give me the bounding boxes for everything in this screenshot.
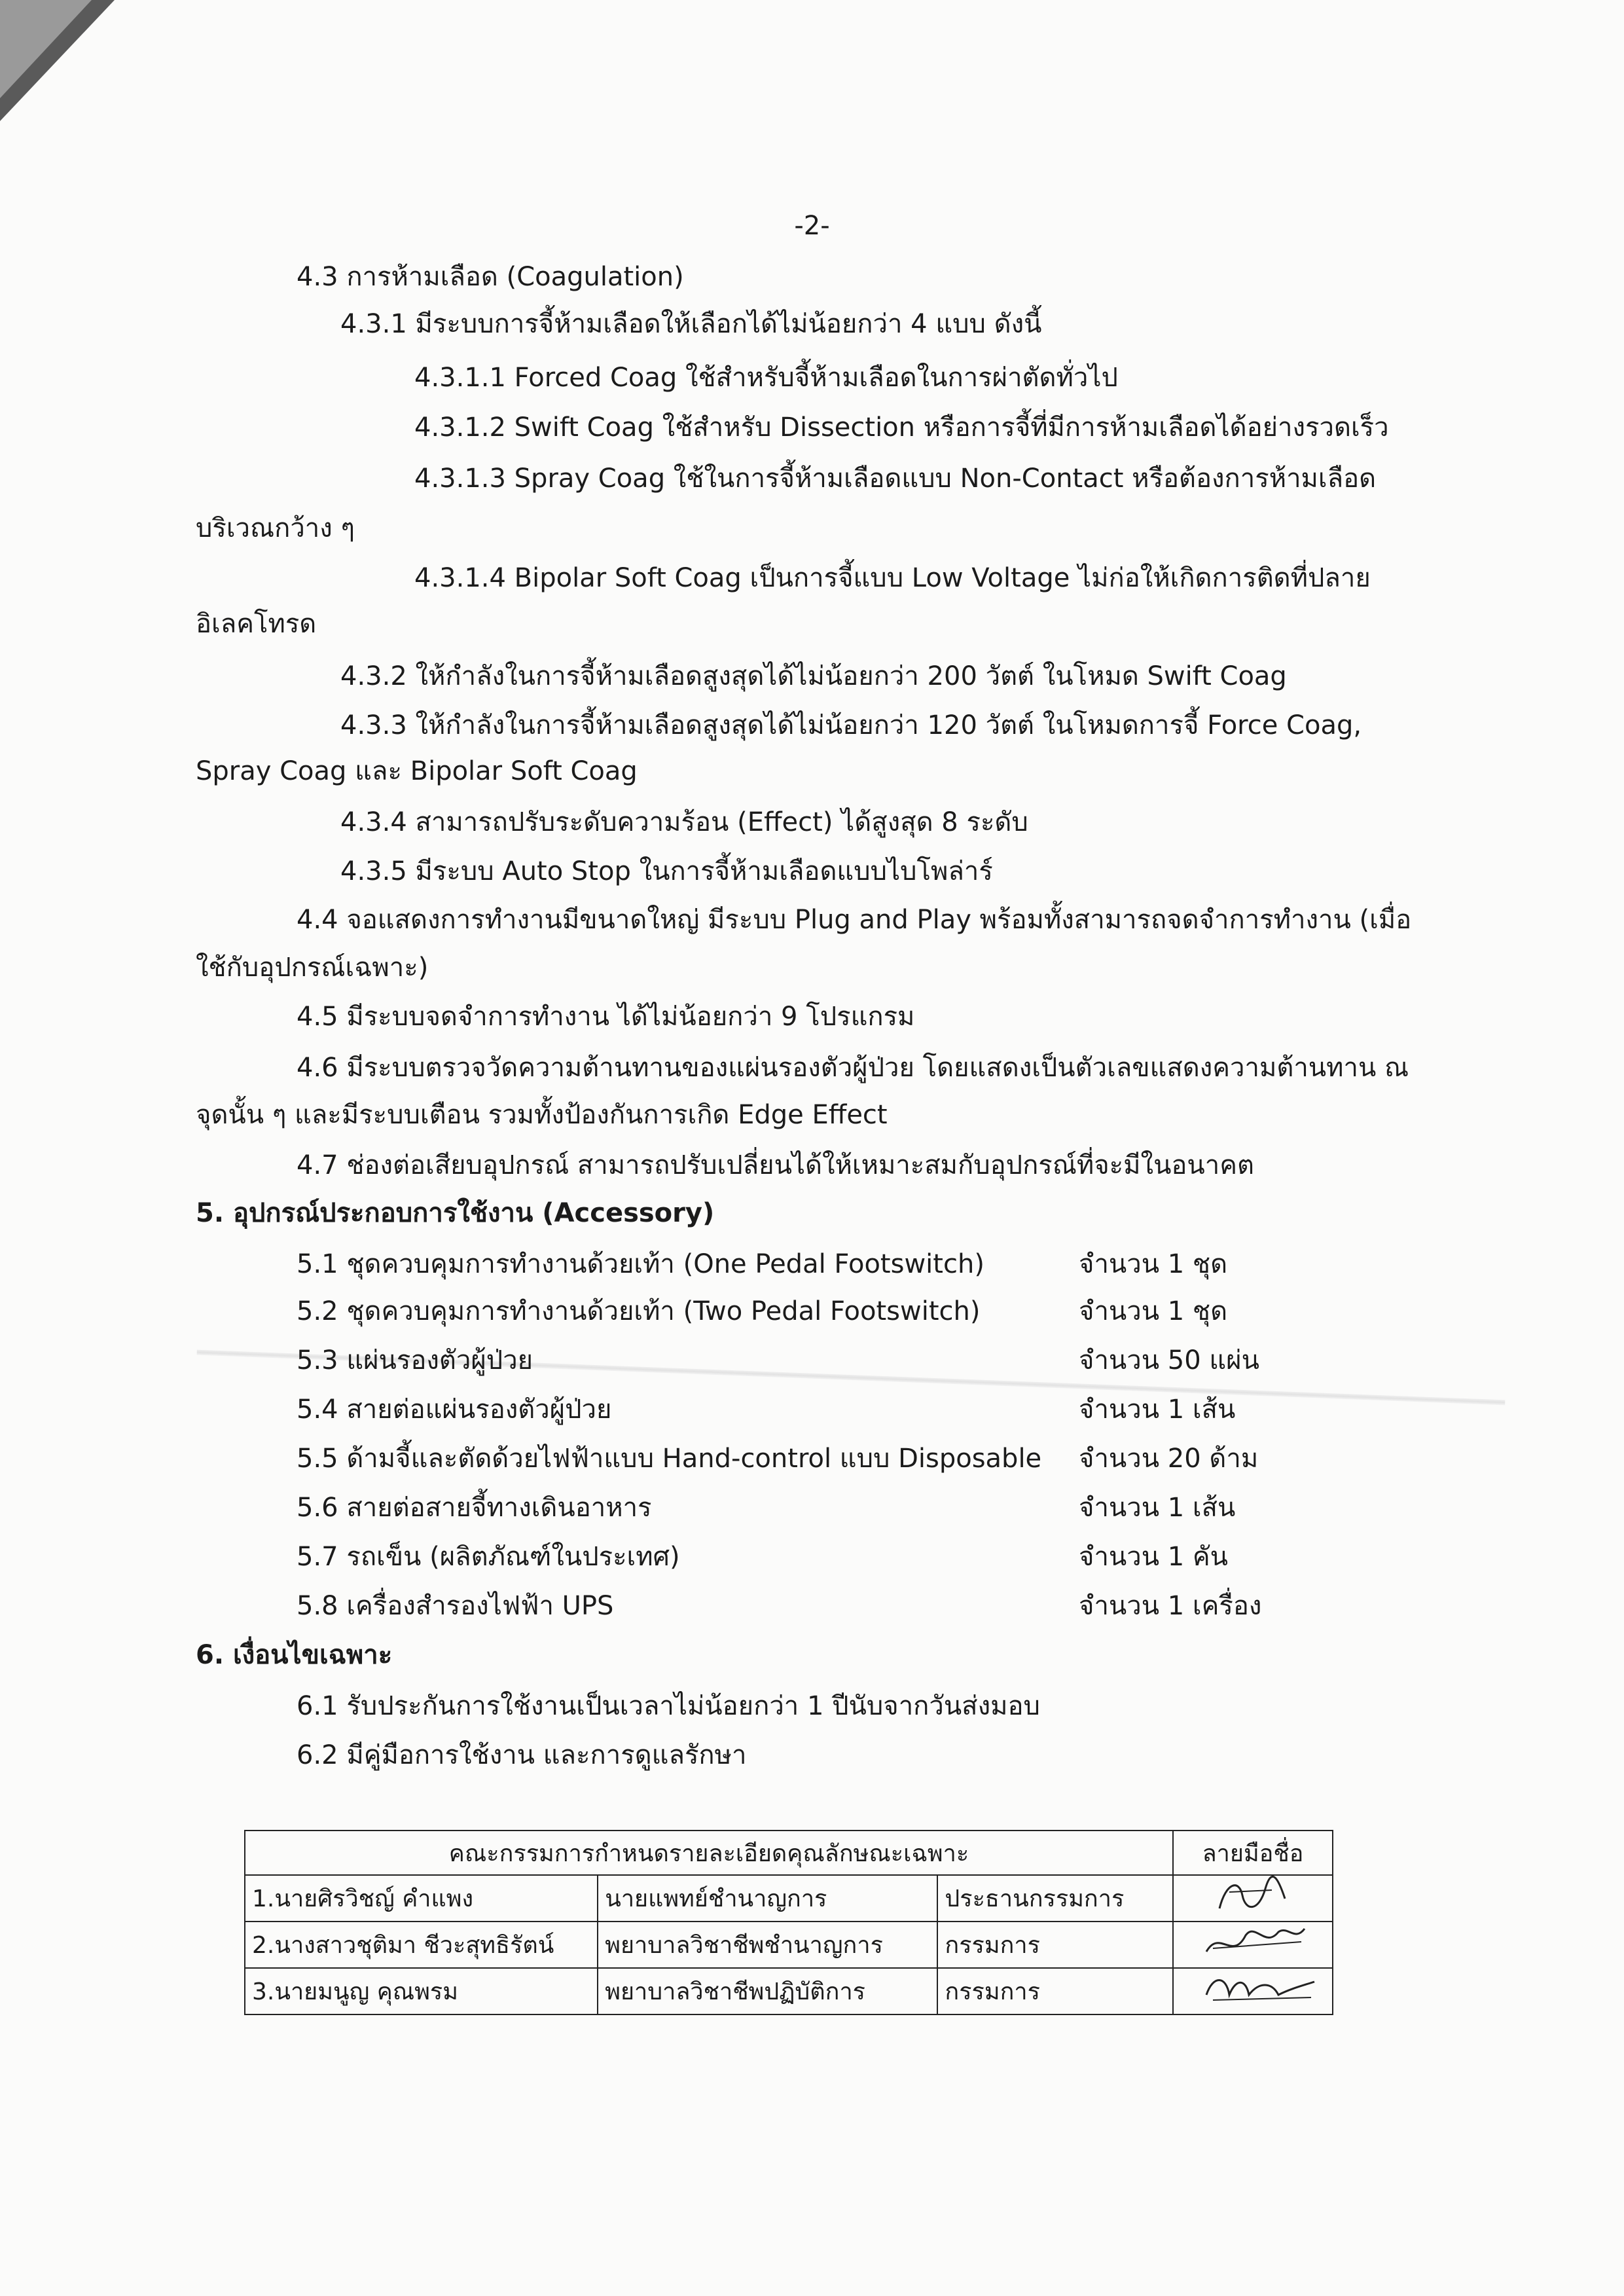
accessory-qty: จำนวน 50 แผ่น [1079,1345,1259,1376]
signature-header: ลายมือชื่อ [1173,1831,1333,1875]
accessory-name: 5.5 ด้ามจี้และตัดด้วยไฟฟ้าแบบ Hand-control แบบ Disposable [297,1444,1042,1474]
section-4-3-1-3: 4.3.1.3 Spray Coag ใช้ในการจี้ห้ามเลือดแบบ Non-Contact หรือต้องการห้ามเลือด [414,464,1377,494]
section-4-5: 4.5 มีระบบจดจำการทำงาน ได้ไม่น้อยกว่า 9 โปรแกรม [297,1002,915,1032]
member-name: 2.นางสาวชุติมา ชีวะสุทธิรัตน์ [245,1922,598,1968]
section-4-3-4: 4.3.4 สามารถปรับระดับความร้อน (Effect) ได้สูงสุด 8 ระดับ [340,807,1028,837]
accessory-qty: จำนวน 1 เส้น [1079,1394,1236,1425]
section-4-4-cont: ใช้กับอุปกรณ์เฉพาะ) [196,953,429,983]
page-number: -2- [794,211,830,241]
committee-header: คณะกรรมการกำหนดรายละเอียดคุณลักษณะเฉพาะ [245,1831,1173,1875]
section-4-3-1-1: 4.3.1.1 Forced Coag ใช้สำหรับจี้ห้ามเลือดในการผ่าตัดทั่วไป [414,363,1118,393]
table-row [245,1922,1333,1968]
section-4-3-5: 4.3.5 มีระบบ Auto Stop ในการจี้ห้ามเลือดแบบไบโพล่าร์ [340,856,993,886]
section-4-3-1-3-cont: บริเวณกว้าง ๆ [196,513,355,543]
section-4-3-3: 4.3.3 ให้กำลังในการจี้ห้ามเลือดสูงสุดได้ไม่น้อยกว่า 120 วัตต์ ในโหมดการจี้ Force Coag, [340,710,1362,740]
handwritten-signature [1180,1922,1324,1961]
section-4-3-1-4-cont: อิเลคโทรด [196,609,317,639]
accessory-name: 5.7 รถเข็น (ผลิตภัณฑ์ในประเทศ) [297,1542,680,1572]
accessory-qty: จำนวน 20 ด้าม [1079,1444,1259,1474]
accessory-name: 5.4 สายต่อแผ่นรองตัวผู้ป่วย [297,1394,612,1425]
signature-cell [1173,1922,1333,1968]
accessory-qty: จำนวน 1 เส้น [1079,1493,1236,1523]
section-6-2: 6.2 มีคู่มือการใช้งาน และการดูแลรักษา [297,1740,747,1770]
section-4-3-1-4: 4.3.1.4 Bipolar Soft Coag เป็นการจี้แบบ Low Voltage ไม่ก่อให้เกิดการติดที่ปลาย [414,563,1371,593]
accessory-name: 5.3 แผ่นรองตัวผู้ป่วย [297,1345,533,1376]
member-role: กรรมการ [937,1968,1173,2014]
section-4-3-2: 4.3.2 ให้กำลังในการจี้ห้ามเลือดสูงสุดได้ไม่น้อยกว่า 200 วัตต์ ในโหมด Swift Coag [340,661,1287,691]
accessory-name: 5.6 สายต่อสายจี้ทางเดินอาหาร [297,1493,652,1523]
section-4-6-cont: จุดนั้น ๆ และมีระบบเตือน รวมทั้งป้องกันการเกิด Edge Effect [196,1100,888,1130]
accessory-qty: จำนวน 1 ชุด [1079,1249,1228,1279]
section-6-1: 6.1 รับประกันการใช้งานเป็นเวลาไม่น้อยกว่า 1 ปีนับจากวันส่งมอบ [297,1691,1040,1721]
accessory-name: 5.2 ชุดควบคุมการทำงานด้วยเท้า (Two Pedal Footswitch) [297,1296,981,1326]
heading-conditions: 6. เงื่อนไขเฉพาะ [196,1640,393,1670]
accessory-name: 5.1 ชุดควบคุมการทำงานด้วยเท้า (One Pedal Footswitch) [297,1249,984,1279]
accessory-qty: จำนวน 1 เครื่อง [1079,1591,1262,1621]
section-4-3-3-cont: Spray Coag และ Bipolar Soft Coag [196,756,638,786]
signature-cell [1173,1875,1333,1922]
handwritten-signature [1180,1876,1324,1915]
member-position: นายแพทย์ชำนาญการ [598,1875,937,1922]
handwritten-signature [1180,1969,1324,2008]
accessory-qty: จำนวน 1 คัน [1079,1542,1229,1572]
member-position: พยาบาลวิชาชีพปฏิบัติการ [598,1968,937,2014]
member-name: 1.นายศิรวิชญ์ คำแพง [245,1875,598,1922]
committee-header-row [245,1831,1333,1875]
section-4-3-1: 4.3.1 มีระบบการจี้ห้ามเลือดให้เลือกได้ไม่น้อยกว่า 4 แบบ ดังนี้ [340,309,1042,339]
table-row [245,1968,1333,2014]
member-role: ประธานกรรมการ [937,1875,1173,1922]
section-4-3-1-2: 4.3.1.2 Swift Coag ใช้สำหรับ Dissection หรือการจี้ที่มีการห้ามเลือดได้อย่างรวดเร็ว [414,412,1389,443]
table-row [245,1875,1333,1922]
signature-cell [1173,1968,1333,2014]
section-4-3: 4.3 การห้ามเลือด (Coagulation) [297,262,684,292]
section-4-4: 4.4 จอแสดงการทำงานมีขนาดใหญ่ มีระบบ Plug and Play พร้อมทั้งสามารถจดจำการทำงาน (เมื่อ [297,905,1412,935]
member-position: พยาบาลวิชาชีพชำนาญการ [598,1922,937,1968]
folded-corner-shade [0,0,92,98]
committee-table [244,1830,1333,2015]
accessory-qty: จำนวน 1 ชุด [1079,1296,1228,1326]
section-4-7: 4.7 ช่องต่อเสียบอุปกรณ์ สามารถปรับเปลี่ยนได้ให้เหมาะสมกับอุปกรณ์ที่จะมีในอนาคต [297,1150,1254,1180]
accessory-name: 5.8 เครื่องสำรองไฟฟ้า UPS [297,1591,614,1621]
member-role: กรรมการ [937,1922,1173,1968]
section-4-6: 4.6 มีระบบตรวจวัดความต้านทานของแผ่นรองตัวผู้ป่วย โดยแสดงเป็นตัวเลขแสดงความต้านทาน ณ [297,1053,1409,1083]
member-name: 3.นายมนูญ คุณพรม [245,1968,598,2014]
heading-accessory: 5. อุปกรณ์ประกอบการใช้งาน (Accessory) [196,1198,715,1228]
